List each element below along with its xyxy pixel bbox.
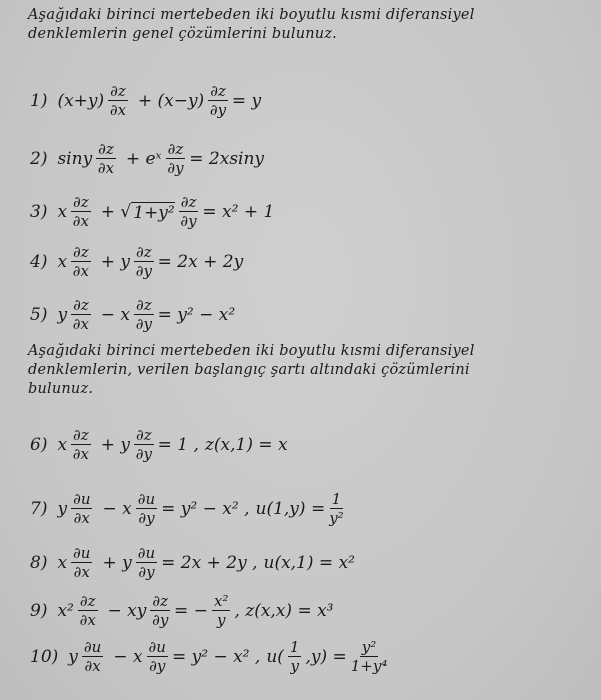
- radicand: 1+y²: [133, 202, 175, 223]
- section1-intro-line2: denklemlerin genel çözümlerini bulunuz.: [28, 26, 337, 42]
- coefficient: − xy: [107, 601, 147, 621]
- equation-9: [30, 594, 334, 628]
- equation-number: 7): [30, 499, 48, 519]
- right-hand-side: = y: [231, 91, 262, 111]
- section2-intro-line3: bulunuz.: [28, 381, 94, 397]
- condition-fraction: $\frac{\text{y²}}{\text{1+y⁴}}$: [350, 638, 388, 675]
- right-hand-side: = 2x + 2y: [157, 252, 244, 272]
- right-hand-side: = −: [174, 601, 208, 621]
- coefficient: + y: [100, 252, 130, 272]
- right-hand-side: = 2xsiny: [189, 149, 265, 169]
- right-hand-side: = y² − x² ,: [161, 499, 250, 519]
- section2-intro-line2: denklemlerin, verilen başlangıç şartı altındaki çözümlerini: [28, 362, 470, 378]
- partial-fraction: $\frac{\partial z}{\partial y}$: [152, 592, 169, 629]
- equation-5: [30, 298, 235, 332]
- coefficient: x: [57, 202, 68, 222]
- coefficient: (x+y): [57, 91, 105, 111]
- coefficient: x: [57, 435, 68, 455]
- equation-number: 6): [30, 435, 48, 455]
- partial-fraction: $\frac{\partial z}{\partial y}$: [209, 82, 227, 119]
- partial-fraction: $\frac{\partial z}{\partial x}$: [97, 140, 115, 177]
- equation-number: 3): [30, 202, 48, 222]
- partial-fraction: $\frac{\partial z}{\partial y}$: [135, 296, 152, 333]
- partial-fraction: $\frac{\partial z}{\partial x}$: [72, 426, 89, 463]
- rhs-fraction: $\frac{\text{x²}}{y}$: [213, 592, 229, 629]
- equation-number: 9): [30, 601, 48, 621]
- coefficient: x: [57, 252, 68, 272]
- coefficient: + y: [102, 553, 132, 573]
- equation-number: 5): [30, 305, 48, 325]
- partial-fraction: $\frac{\partial z}{\partial x}$: [72, 243, 89, 280]
- equation-6: [30, 428, 288, 462]
- equation-7: [30, 492, 348, 526]
- partial-fraction: $\frac{\partial z}{\partial x}$: [109, 82, 127, 119]
- partial-fraction: $\frac{\partial z}{\partial y}$: [135, 243, 152, 280]
- equation-10: [30, 640, 391, 674]
- coefficient: + y: [100, 435, 130, 455]
- equation-number: 8): [30, 553, 48, 573]
- condition-fraction: $\frac{1}{\text{y²}}$: [329, 490, 344, 527]
- partial-fraction: $\frac{\partial z}{\partial y}$: [167, 140, 184, 177]
- section1-intro-line1: Aşağıdaki birinci mertebeden iki boyutlu kısmi diferansiyel: [28, 7, 475, 23]
- equation-3: [30, 195, 274, 229]
- equation-1: [30, 84, 261, 118]
- coefficient: x²: [57, 601, 74, 621]
- section1-intro: [28, 6, 583, 44]
- coefficient: + (x−y): [137, 91, 205, 111]
- partial-fraction: $\frac{\partial u}{\partial y}$: [148, 638, 166, 675]
- partial-fraction: $\frac{\partial z}{\partial y}$: [135, 426, 152, 463]
- coefficient: + eˣ: [125, 149, 162, 169]
- sqrt-sign: + √: [100, 202, 132, 222]
- coefficient: y: [57, 305, 68, 325]
- coefficient: y: [57, 499, 68, 519]
- coefficient: − x: [100, 305, 130, 325]
- section2-intro-line1: Aşağıdaki birinci mertebeden iki boyutlu kısmi diferansiyel: [28, 343, 475, 359]
- equation-number: 10): [30, 647, 59, 667]
- initial-condition: , z(x,x) = x³: [234, 601, 334, 621]
- argument-fraction: $\frac{1}{y}$: [289, 638, 300, 675]
- right-hand-side: = 2x + 2y ,: [161, 553, 258, 573]
- partial-fraction: $\frac{\partial u}{\partial x}$: [73, 544, 91, 581]
- initial-condition: u(1,y) =: [255, 499, 326, 519]
- right-hand-side: = y² − x² ,: [171, 647, 261, 667]
- initial-condition: ,y) =: [305, 647, 347, 667]
- equation-4: [30, 245, 243, 279]
- equation-number: 4): [30, 252, 48, 272]
- right-hand-side: = 1 ,: [157, 435, 199, 455]
- partial-fraction: $\frac{\partial z}{\partial x}$: [72, 193, 89, 230]
- coefficient: siny: [57, 149, 93, 169]
- coefficient: y: [68, 647, 78, 667]
- partial-fraction: $\frac{\partial z}{\partial y}$: [180, 193, 197, 230]
- partial-fraction: $\frac{\partial u}{\partial x}$: [73, 490, 91, 527]
- equation-number: 2): [30, 149, 48, 169]
- partial-fraction: $\frac{\partial u}{\partial x}$: [83, 638, 102, 675]
- section2-intro: [28, 342, 583, 399]
- right-hand-side: = x² + 1: [202, 202, 275, 222]
- equation-8: [30, 546, 355, 580]
- partial-fraction: $\frac{\partial z}{\partial x}$: [72, 296, 89, 333]
- coefficient: − x: [113, 647, 143, 667]
- right-hand-side: = y² − x²: [157, 305, 236, 325]
- coefficient: x: [57, 553, 68, 573]
- coefficient: − x: [102, 499, 132, 519]
- initial-condition: z(x,1) = x: [204, 435, 288, 455]
- partial-fraction: $\frac{\partial z}{\partial x}$: [79, 592, 96, 629]
- initial-condition: u(x,1) = x²: [263, 553, 355, 573]
- initial-condition: u(: [266, 647, 284, 667]
- equation-number: 1): [30, 91, 48, 111]
- equation-2: [30, 142, 264, 176]
- partial-fraction: $\frac{\partial u}{\partial y}$: [137, 544, 156, 581]
- partial-fraction: $\frac{\partial u}{\partial y}$: [137, 490, 156, 527]
